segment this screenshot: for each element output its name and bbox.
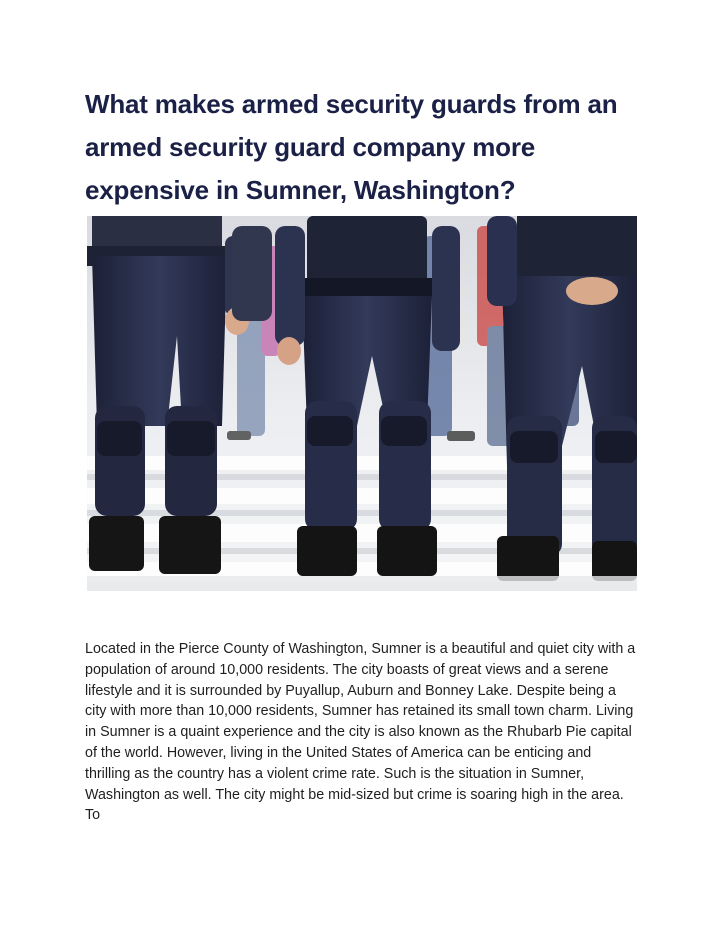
article-body: Located in the Pierce County of Washington, Sumner is a beautiful and quiet city with a population of around 10,000 residents. The city boasts of great views and a serene lifestyle and it is surrounded by Puyallup, Auburn and Bonney Lake. Despite being a city with more than 10,000 residents, Sumner has retained its small town charm. Living in Sumner is a quaint experience and the city is also known as the Rhubarb Pie capital of the world. However, living in the United States of America can be enticing and thrilling as the country has a violent crime rate. Such is the situation in Sumner, Washington as well. The city might be mid-sized but crime is soaring high in the area. To [85,641,636,824]
guard-right [487,216,637,581]
article-title: What makes armed security guards from an armed security guard company more expensive in Sumner, Washington? [85,89,618,205]
security-guards-illustration [87,216,637,591]
security-guards-photo [87,216,637,591]
